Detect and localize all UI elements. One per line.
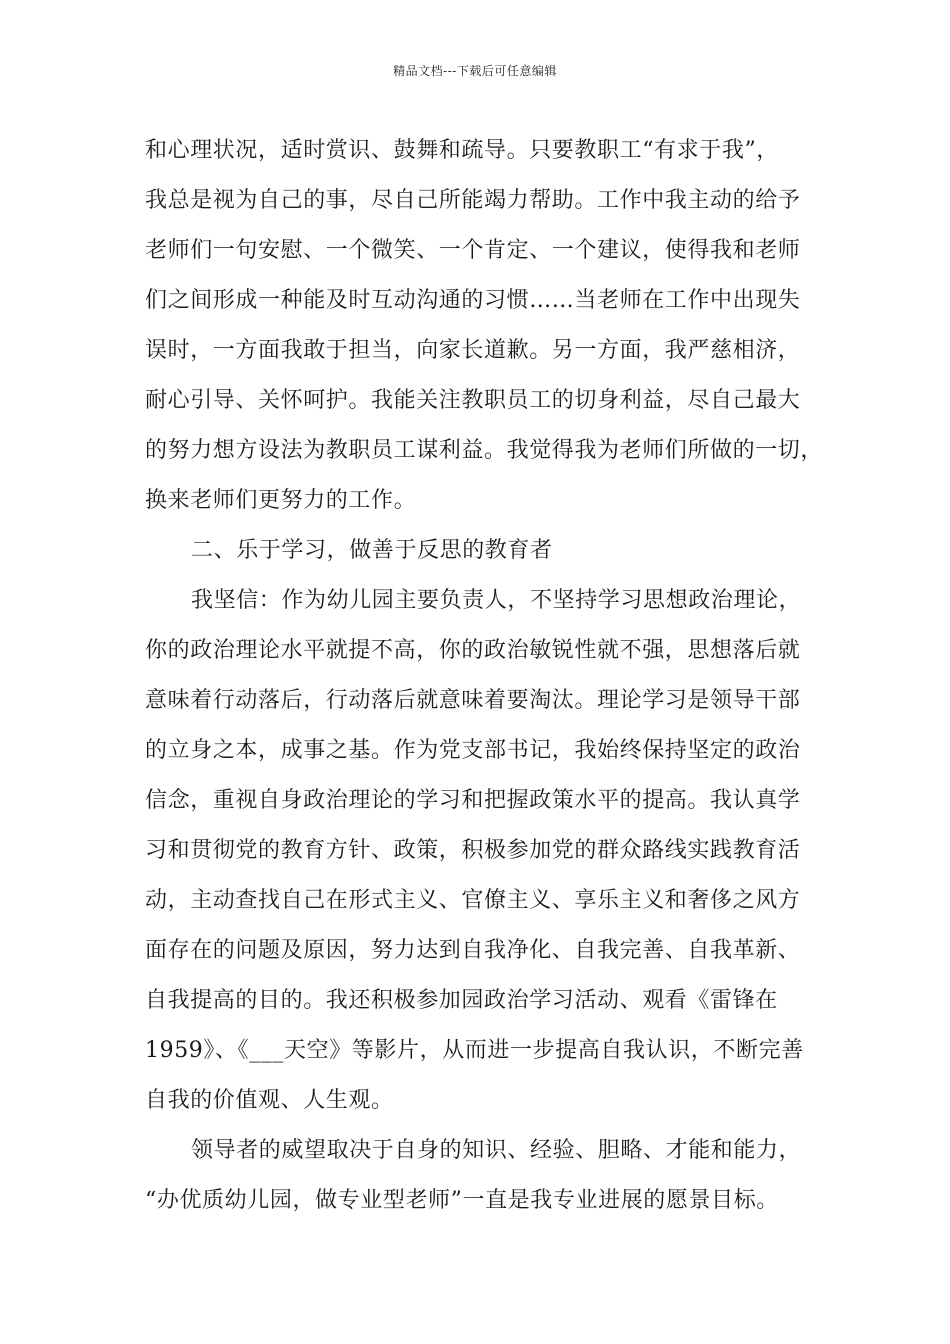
document-body <box>145 130 825 1230</box>
text-line: 面存在的问题及原因，努力达到自我净化、自我完善、自我革新、 <box>145 938 801 963</box>
text-line: 动，主动查找自己在形式主义、官僚主义、享乐主义和奢侈之风方 <box>145 888 801 913</box>
text-line: “办优质幼儿园，做专业型老师”一直是我专业进展的愿景目标。 <box>145 1188 779 1213</box>
text-line: 老师们一句安慰、一个微笑、一个肯定、一个建议，使得我和老师 <box>145 238 801 263</box>
text-line: 耐心引导、关怀呵护。我能关注教职员工的切身利益，尽自己最大 <box>145 388 801 413</box>
text-line: 习和贯彻党的教育方针、政策，积极参加党的群众路线实践教育活 <box>145 838 801 863</box>
text-line: 我坚信：作为幼儿园主要负责人，不坚持学习思想政治理论， <box>191 588 802 613</box>
text-line: 领导者的威望取决于自身的知识、经验、胆略、才能和能力， <box>191 1138 802 1163</box>
text-line: 的立身之本，成事之基。作为党支部书记，我始终保持坚定的政治 <box>145 738 801 763</box>
text-line: 误时，一方面我敢于担当，向家长道歉。另一方面，我严慈相济， <box>145 338 801 363</box>
text-line: 自我的价值观、人生观。 <box>145 1088 394 1113</box>
text-line: 自我提高的目的。我还积极参加园政治学习活动、观看《雷锋在 <box>145 988 778 1013</box>
text-line: 们之间形成一种能及时互动沟通的习惯……当老师在工作中出现失 <box>145 288 801 313</box>
page-header: 精品文档---下载后可任意编辑 <box>393 64 557 78</box>
text-line: 的努力想方设法为教职员工谋利益。我觉得我为老师们所做的一切， <box>145 438 824 463</box>
text-line: 1959》、《___天空》等影片，从而进一步提高自我认识，不断完善 <box>145 1038 804 1063</box>
section-heading: 二、乐于学习，做善于反思的教育者 <box>191 538 553 563</box>
text-line: 你的政治理论水平就提不高，你的政治敏锐性就不强，思想落后就 <box>145 638 801 663</box>
text-line: 和心理状况，适时赏识、鼓舞和疏导。只要教职工“有求于我”， <box>145 138 779 163</box>
text-line: 意味着行动落后，行动落后就意味着要淘汰。理论学习是领导干部 <box>145 688 801 713</box>
text-line: 换来老师们更努力的工作。 <box>145 488 417 513</box>
text-line: 我总是视为自己的事，尽自己所能竭力帮助。工作中我主动的给予 <box>145 188 801 213</box>
text-line: 信念，重视自身政治理论的学习和把握政策水平的提高。我认真学 <box>145 788 801 813</box>
